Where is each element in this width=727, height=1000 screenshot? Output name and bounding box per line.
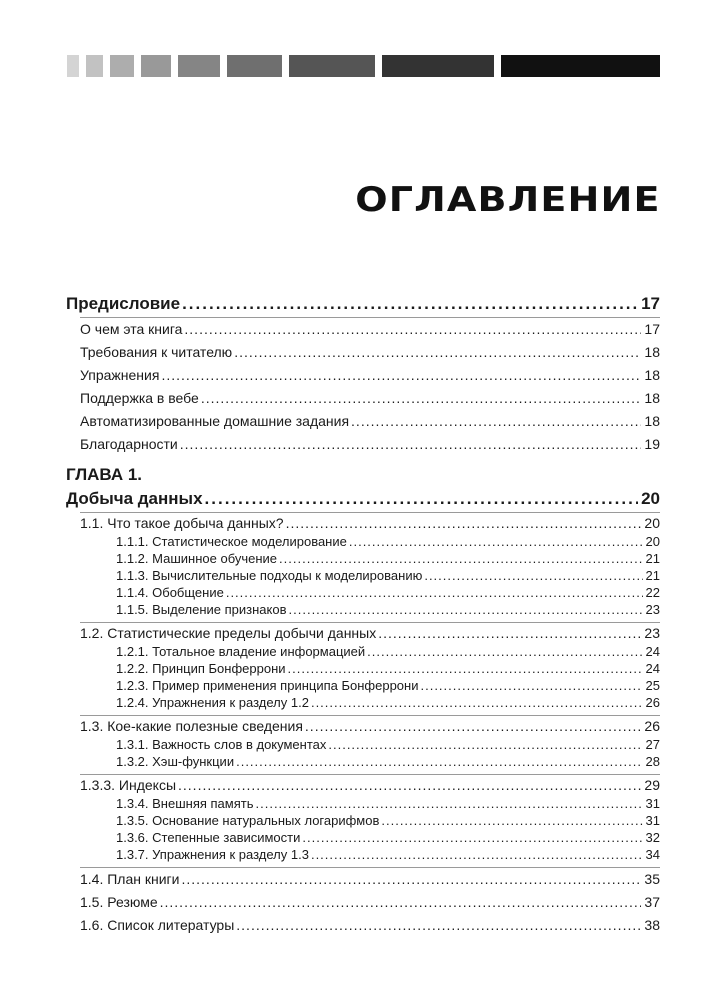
- header-bar-3: [110, 55, 134, 77]
- toc-section[interactable]: [66, 775, 660, 795]
- toc-page-number: 21: [645, 568, 660, 583]
- toc-entry-title: Благодарности: [80, 436, 178, 452]
- toc-entry-title: 1.3.3. Индексы: [80, 777, 177, 793]
- toc-preface-heading[interactable]: [66, 291, 660, 317]
- toc-entry[interactable]: [66, 318, 660, 341]
- toc-leader-dots: [236, 753, 642, 770]
- toc-leader-dots: [279, 550, 643, 567]
- toc-section[interactable]: [66, 891, 660, 914]
- toc-page-number: 35: [644, 871, 660, 887]
- toc-leader-dots: [351, 410, 641, 433]
- toc-leader-dots: [180, 433, 642, 456]
- header-bar-2: [86, 55, 103, 77]
- toc-leader-dots: [311, 846, 643, 863]
- toc-subsection[interactable]: [66, 550, 660, 567]
- toc-entry-title: Добыча данных: [66, 489, 203, 508]
- toc-leader-dots: [256, 795, 643, 812]
- header-bar-1: [67, 55, 79, 77]
- toc-entry-title: 1.1.1. Статистическое моделирование: [116, 534, 347, 549]
- toc-leader-dots: [328, 736, 642, 753]
- toc-entry-title: 1.2.2. Принцип Бонферрони: [116, 661, 286, 676]
- header-bar-5: [178, 55, 220, 77]
- toc-page-number: 20: [645, 534, 660, 549]
- toc-leader-dots: [289, 601, 643, 618]
- toc-subsection[interactable]: [66, 677, 660, 694]
- toc-leader-dots: [381, 812, 642, 829]
- toc-page-number: 18: [644, 367, 660, 383]
- toc-leader-dots: [420, 677, 642, 694]
- toc-entry-title: 1.1. Что такое добыча данных?: [80, 515, 284, 531]
- toc-subsection[interactable]: [66, 829, 660, 846]
- toc-entry[interactable]: [66, 410, 660, 433]
- toc-page-number: 27: [645, 737, 660, 752]
- toc-leader-dots: [184, 318, 641, 341]
- toc-page-number: 32: [645, 830, 660, 845]
- toc-entry[interactable]: [66, 364, 660, 387]
- toc-subsection[interactable]: [66, 584, 660, 601]
- toc-page-number: 19: [644, 436, 660, 452]
- toc-entry-title: 1.2. Статистические пределы добычи данных: [80, 625, 377, 641]
- toc-page-number: 24: [645, 661, 660, 676]
- toc-leader-dots: [201, 387, 642, 410]
- toc-page-number: 18: [644, 413, 660, 429]
- toc-entry[interactable]: [66, 433, 660, 456]
- toc-entry-title: 1.3.4. Внешняя память: [116, 796, 254, 811]
- toc-page-number: 26: [644, 718, 660, 734]
- toc-leader-dots: [181, 868, 641, 891]
- toc-page-number: 25: [645, 678, 660, 693]
- toc-page-number: 24: [645, 644, 660, 659]
- toc-chapter-heading[interactable]: [66, 486, 660, 512]
- toc-page-number: 21: [645, 551, 660, 566]
- toc-page-number: 28: [645, 754, 660, 769]
- toc-page-number: 38: [644, 917, 660, 933]
- table-of-contents: [66, 291, 660, 937]
- toc-leader-dots: [311, 694, 643, 711]
- toc-page-number: 20: [641, 489, 660, 508]
- toc-entry-title: Предисловие: [66, 294, 181, 313]
- toc-leader-dots: [378, 623, 641, 643]
- header-bar-6: [227, 55, 282, 77]
- toc-page-number: 18: [644, 344, 660, 360]
- toc-page-number: 18: [644, 390, 660, 406]
- toc-leader-dots: [226, 584, 643, 601]
- toc-subsection[interactable]: [66, 567, 660, 584]
- toc-page-number: 17: [644, 321, 660, 337]
- toc-leader-dots: [182, 291, 638, 317]
- toc-subsection[interactable]: [66, 753, 660, 770]
- chapter-label: ГЛАВА 1.: [66, 465, 143, 484]
- toc-entry-title: 1.2.3. Пример применения принципа Бонферрони: [116, 678, 419, 693]
- toc-page-number: 17: [641, 294, 660, 313]
- toc-subsection[interactable]: [66, 694, 660, 711]
- toc-entry-title: 1.3.5. Основание натуральных логарифмов: [116, 813, 380, 828]
- toc-entry[interactable]: [66, 387, 660, 410]
- toc-leader-dots: [161, 364, 641, 387]
- toc-leader-dots: [234, 341, 641, 364]
- toc-leader-dots: [349, 533, 643, 550]
- toc-entry-title: 1.1.2. Машинное обучение: [116, 551, 278, 566]
- toc-entry-title: 1.5. Резюме: [80, 894, 158, 910]
- toc-entry-title: 1.1.5. Выделение признаков: [116, 602, 287, 617]
- toc-leader-dots: [236, 914, 641, 937]
- toc-page-number: 31: [645, 813, 660, 828]
- toc-subsection[interactable]: [66, 736, 660, 753]
- toc-section[interactable]: [66, 513, 660, 533]
- header-bar-9: [501, 55, 660, 77]
- toc-leader-dots: [178, 775, 641, 795]
- toc-section[interactable]: [66, 914, 660, 937]
- toc-leader-dots: [367, 643, 642, 660]
- header-bar-8: [382, 55, 494, 77]
- toc-page-number: 29: [644, 777, 660, 793]
- toc-subsection[interactable]: [66, 643, 660, 660]
- toc-entry-title: 1.3. Кое-какие полезные сведения: [80, 718, 303, 734]
- toc-subsection[interactable]: [66, 533, 660, 550]
- toc-subsection[interactable]: [66, 846, 660, 863]
- toc-leader-dots: [288, 660, 643, 677]
- toc-page-number: 37: [644, 894, 660, 910]
- toc-entry-title: 1.3.7. Упражнения к разделу 1.3: [116, 847, 309, 862]
- header-gradient-bars: [0, 55, 727, 77]
- toc-section[interactable]: [66, 868, 660, 891]
- toc-page-number: 23: [645, 602, 660, 617]
- toc-page-number: 26: [645, 695, 660, 710]
- toc-entry-title: 1.2.1. Тотальное владение информацией: [116, 644, 366, 659]
- toc-subsection[interactable]: [66, 601, 660, 618]
- toc-leader-dots: [424, 567, 642, 584]
- toc-leader-dots: [302, 829, 642, 846]
- toc-entry-title: Требования к читателю: [80, 344, 233, 360]
- toc-section[interactable]: [66, 623, 660, 643]
- toc-entry-title: Поддержка в вебе: [80, 390, 199, 406]
- toc-entry[interactable]: [66, 341, 660, 364]
- toc-leader-dots: [305, 716, 642, 736]
- toc-subsection[interactable]: [66, 812, 660, 829]
- header-bar-4: [141, 55, 171, 77]
- toc-entry-title: 1.3.6. Степенные зависимости: [116, 830, 301, 845]
- toc-page-number: 22: [645, 585, 660, 600]
- toc-entry-title: 1.6. Список литературы: [80, 917, 235, 933]
- page-title: ОГЛАВЛЕНИЕ: [355, 180, 661, 220]
- toc-entry-title: О чем эта книга: [80, 321, 183, 337]
- toc-page-number: 23: [644, 625, 660, 641]
- toc-leader-dots: [286, 513, 642, 533]
- toc-entry-title: 1.1.4. Обобщение: [116, 585, 224, 600]
- toc-entry-title: 1.4. План книги: [80, 871, 180, 887]
- toc-subsection[interactable]: [66, 660, 660, 677]
- toc-entry-title: 1.3.1. Важность слов в документах: [116, 737, 327, 752]
- toc-page-number: 31: [645, 796, 660, 811]
- toc-page-number: 20: [644, 515, 660, 531]
- toc-entry-title: Упражнения: [80, 367, 160, 383]
- toc-entry-title: Автоматизированные домашние задания: [80, 413, 350, 429]
- toc-entry-title: 1.2.4. Упражнения к разделу 1.2: [116, 695, 309, 710]
- toc-entry-title: 1.3.2. Хэш-функции: [116, 754, 235, 769]
- toc-page-number: 34: [645, 847, 660, 862]
- toc-subsection[interactable]: [66, 795, 660, 812]
- toc-section[interactable]: [66, 716, 660, 736]
- header-bar-7: [289, 55, 375, 77]
- toc-entry-title: 1.1.3. Вычислительные подходы к моделированию: [116, 568, 423, 583]
- toc-leader-dots: [205, 486, 639, 512]
- toc-leader-dots: [160, 891, 642, 914]
